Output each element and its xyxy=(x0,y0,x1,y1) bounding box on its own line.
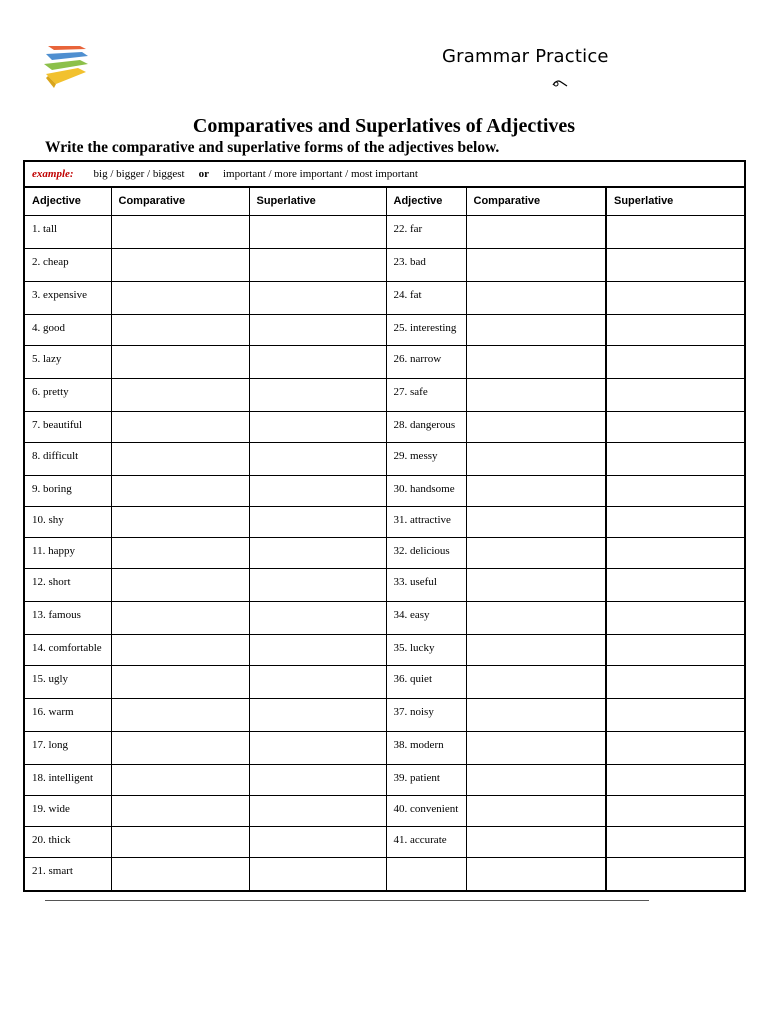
table-row xyxy=(25,215,744,248)
adjective-cell: 22. far xyxy=(386,215,466,248)
superlative-answer-cell[interactable] xyxy=(606,248,744,281)
comparative-answer-cell[interactable] xyxy=(466,698,606,731)
table-row xyxy=(25,795,744,826)
table-row xyxy=(25,568,744,601)
comparative-answer-cell[interactable] xyxy=(111,345,249,378)
table-row xyxy=(25,826,744,857)
comparative-answer-cell[interactable] xyxy=(466,442,606,475)
table-row xyxy=(25,764,744,795)
adjective-cell: 19. wide xyxy=(25,795,111,826)
superlative-answer-cell[interactable] xyxy=(249,506,386,537)
superlative-answer-cell[interactable] xyxy=(249,731,386,764)
superlative-answer-cell[interactable] xyxy=(606,506,744,537)
table-row xyxy=(25,634,744,665)
adjective-cell xyxy=(386,857,466,890)
adjective-cell: 21. smart xyxy=(25,857,111,890)
superlative-answer-cell[interactable] xyxy=(249,215,386,248)
superlative-answer-cell[interactable] xyxy=(606,215,744,248)
comparative-answer-cell[interactable] xyxy=(111,601,249,634)
comparative-answer-cell[interactable] xyxy=(111,698,249,731)
adjective-cell: 34. easy xyxy=(386,601,466,634)
superlative-answer-cell[interactable] xyxy=(249,601,386,634)
table-row xyxy=(25,281,744,314)
superlative-answer-cell[interactable] xyxy=(249,281,386,314)
comparative-answer-cell[interactable] xyxy=(111,281,249,314)
superlative-answer-cell[interactable] xyxy=(606,601,744,634)
worksheet-title: Comparatives and Superlatives of Adjectives xyxy=(192,115,576,137)
column-header: Superlative xyxy=(249,188,386,215)
worksheet-instructions: Write the comparative and superlative forms of the adjectives below. xyxy=(45,139,500,156)
comparative-answer-cell[interactable] xyxy=(111,215,249,248)
adjective-cell: 29. messy xyxy=(386,442,466,475)
superlative-answer-cell[interactable] xyxy=(606,764,744,795)
adjective-cell: 15. ugly xyxy=(25,665,111,698)
superlative-answer-cell[interactable] xyxy=(249,378,386,411)
adjective-cell: 24. fat xyxy=(386,281,466,314)
adjective-cell: 31. attractive xyxy=(386,506,466,537)
adjective-cell: 40. convenient xyxy=(386,795,466,826)
adjective-cell: 17. long xyxy=(25,731,111,764)
comparative-answer-cell[interactable] xyxy=(111,378,249,411)
comparative-answer-cell[interactable] xyxy=(466,826,606,857)
table-row xyxy=(25,314,744,345)
superlative-answer-cell[interactable] xyxy=(606,698,744,731)
example-row xyxy=(25,162,744,188)
superlative-answer-cell[interactable] xyxy=(249,826,386,857)
superlative-answer-cell[interactable] xyxy=(249,537,386,568)
table-row xyxy=(25,665,744,698)
column-header: Adjective xyxy=(386,188,466,215)
superlative-answer-cell[interactable] xyxy=(606,826,744,857)
superlative-answer-cell[interactable] xyxy=(606,378,744,411)
superlative-answer-cell[interactable] xyxy=(606,314,744,345)
adjective-cell: 9. boring xyxy=(25,475,111,506)
superlative-answer-cell[interactable] xyxy=(249,345,386,378)
comparative-answer-cell[interactable] xyxy=(111,826,249,857)
table-row xyxy=(25,601,744,634)
superlative-answer-cell[interactable] xyxy=(606,634,744,665)
superlative-answer-cell[interactable] xyxy=(606,281,744,314)
comparative-answer-cell[interactable] xyxy=(466,857,606,890)
comparative-answer-cell[interactable] xyxy=(111,314,249,345)
comparative-answer-cell[interactable] xyxy=(111,568,249,601)
adjective-cell: 16. warm xyxy=(25,698,111,731)
column-header: Adjective xyxy=(25,188,111,215)
comparative-answer-cell[interactable] xyxy=(111,537,249,568)
comparative-answer-cell[interactable] xyxy=(111,411,249,442)
superlative-answer-cell[interactable] xyxy=(606,411,744,442)
superlative-answer-cell[interactable] xyxy=(249,698,386,731)
superlative-answer-cell[interactable] xyxy=(606,475,744,506)
superlative-answer-cell[interactable] xyxy=(606,665,744,698)
superlative-answer-cell[interactable] xyxy=(249,665,386,698)
superlative-answer-cell[interactable] xyxy=(249,568,386,601)
adjective-table xyxy=(25,188,744,890)
comparative-answer-cell[interactable] xyxy=(111,764,249,795)
adjective-cell: 27. safe xyxy=(386,378,466,411)
superlative-answer-cell[interactable] xyxy=(606,731,744,764)
comparative-answer-cell[interactable] xyxy=(111,731,249,764)
superlative-answer-cell[interactable] xyxy=(249,857,386,890)
worksheet-table xyxy=(23,160,746,892)
superlative-answer-cell[interactable] xyxy=(606,857,744,890)
adjective-cell: 18. intelligent xyxy=(25,764,111,795)
table-row xyxy=(25,411,744,442)
table-row xyxy=(25,537,744,568)
adjective-cell: 38. modern xyxy=(386,731,466,764)
pencil-mark-icon xyxy=(552,78,568,88)
adjective-cell: 37. noisy xyxy=(386,698,466,731)
adjective-cell: 7. beautiful xyxy=(25,411,111,442)
superlative-answer-cell[interactable] xyxy=(249,634,386,665)
table-header-row xyxy=(25,188,744,215)
comparative-answer-cell[interactable] xyxy=(466,568,606,601)
superlative-answer-cell[interactable] xyxy=(249,411,386,442)
example-connector: or xyxy=(198,168,209,180)
comparative-answer-cell[interactable] xyxy=(111,248,249,281)
table-row xyxy=(25,442,744,475)
adjective-cell: 20. thick xyxy=(25,826,111,857)
comparative-answer-cell[interactable] xyxy=(111,442,249,475)
superlative-answer-cell[interactable] xyxy=(249,795,386,826)
comparative-answer-cell[interactable] xyxy=(466,601,606,634)
header-title: Grammar Practice xyxy=(442,46,609,67)
adjective-cell: 32. delicious xyxy=(386,537,466,568)
comparative-answer-cell[interactable] xyxy=(466,764,606,795)
adjective-cell: 25. interesting xyxy=(386,314,466,345)
superlative-answer-cell[interactable] xyxy=(606,568,744,601)
table-row xyxy=(25,731,744,764)
superlative-answer-cell[interactable] xyxy=(249,314,386,345)
comparative-answer-cell[interactable] xyxy=(466,506,606,537)
superlative-answer-cell[interactable] xyxy=(249,248,386,281)
superlative-answer-cell[interactable] xyxy=(606,537,744,568)
table-row xyxy=(25,506,744,537)
example-first: big / bigger / biggest xyxy=(93,168,185,180)
comparative-answer-cell[interactable] xyxy=(466,634,606,665)
adjective-cell: 26. narrow xyxy=(386,345,466,378)
adjective-cell: 35. lucky xyxy=(386,634,466,665)
adjective-cell: 5. lazy xyxy=(25,345,111,378)
adjective-cell: 36. quiet xyxy=(386,665,466,698)
superlative-answer-cell[interactable] xyxy=(606,345,744,378)
comparative-answer-cell[interactable] xyxy=(466,537,606,568)
adjective-cell: 23. bad xyxy=(386,248,466,281)
adjective-cell: 12. short xyxy=(25,568,111,601)
superlative-answer-cell[interactable] xyxy=(606,442,744,475)
adjective-cell: 8. difficult xyxy=(25,442,111,475)
comparative-answer-cell[interactable] xyxy=(466,475,606,506)
table-row xyxy=(25,345,744,378)
comparative-answer-cell[interactable] xyxy=(466,215,606,248)
comparative-answer-cell[interactable] xyxy=(466,345,606,378)
adjective-cell: 3. expensive xyxy=(25,281,111,314)
comparative-answer-cell[interactable] xyxy=(111,506,249,537)
adjective-cell: 33. useful xyxy=(386,568,466,601)
table-row xyxy=(25,857,744,890)
column-header: Comparative xyxy=(466,188,606,215)
adjective-cell: 10. shy xyxy=(25,506,111,537)
superlative-answer-cell[interactable] xyxy=(249,764,386,795)
table-row xyxy=(25,475,744,506)
comparative-answer-cell[interactable] xyxy=(111,665,249,698)
adjective-cell: 11. happy xyxy=(25,537,111,568)
books-stack-icon xyxy=(42,44,92,90)
adjective-cell: 1. tall xyxy=(25,215,111,248)
example-second: important / more important / most important xyxy=(222,168,418,180)
adjective-cell: 28. dangerous xyxy=(386,411,466,442)
comparative-answer-cell[interactable] xyxy=(111,634,249,665)
comparative-answer-cell[interactable] xyxy=(466,314,606,345)
adjective-cell: 39. patient xyxy=(386,764,466,795)
superlative-answer-cell[interactable] xyxy=(249,475,386,506)
column-header: Superlative xyxy=(606,188,744,215)
adjective-cell: 30. handsome xyxy=(386,475,466,506)
comparative-answer-cell[interactable] xyxy=(466,248,606,281)
table-row xyxy=(25,698,744,731)
comparative-answer-cell[interactable] xyxy=(111,857,249,890)
adjective-cell: 4. good xyxy=(25,314,111,345)
superlative-answer-cell[interactable] xyxy=(606,795,744,826)
comparative-answer-cell[interactable] xyxy=(111,795,249,826)
comparative-answer-cell[interactable] xyxy=(466,731,606,764)
example-label: example: xyxy=(32,168,74,180)
superlative-answer-cell[interactable] xyxy=(249,442,386,475)
comparative-answer-cell[interactable] xyxy=(111,475,249,506)
column-header: Comparative xyxy=(111,188,249,215)
comparative-answer-cell[interactable] xyxy=(466,411,606,442)
adjective-cell: 13. famous xyxy=(25,601,111,634)
comparative-answer-cell[interactable] xyxy=(466,795,606,826)
adjective-cell: 6. pretty xyxy=(25,378,111,411)
comparative-answer-cell[interactable] xyxy=(466,665,606,698)
footer-divider xyxy=(45,900,649,901)
comparative-answer-cell[interactable] xyxy=(466,378,606,411)
table-row xyxy=(25,378,744,411)
table-row xyxy=(25,248,744,281)
adjective-cell: 14. comfortable xyxy=(25,634,111,665)
adjective-cell: 2. cheap xyxy=(25,248,111,281)
adjective-cell: 41. accurate xyxy=(386,826,466,857)
comparative-answer-cell[interactable] xyxy=(466,281,606,314)
